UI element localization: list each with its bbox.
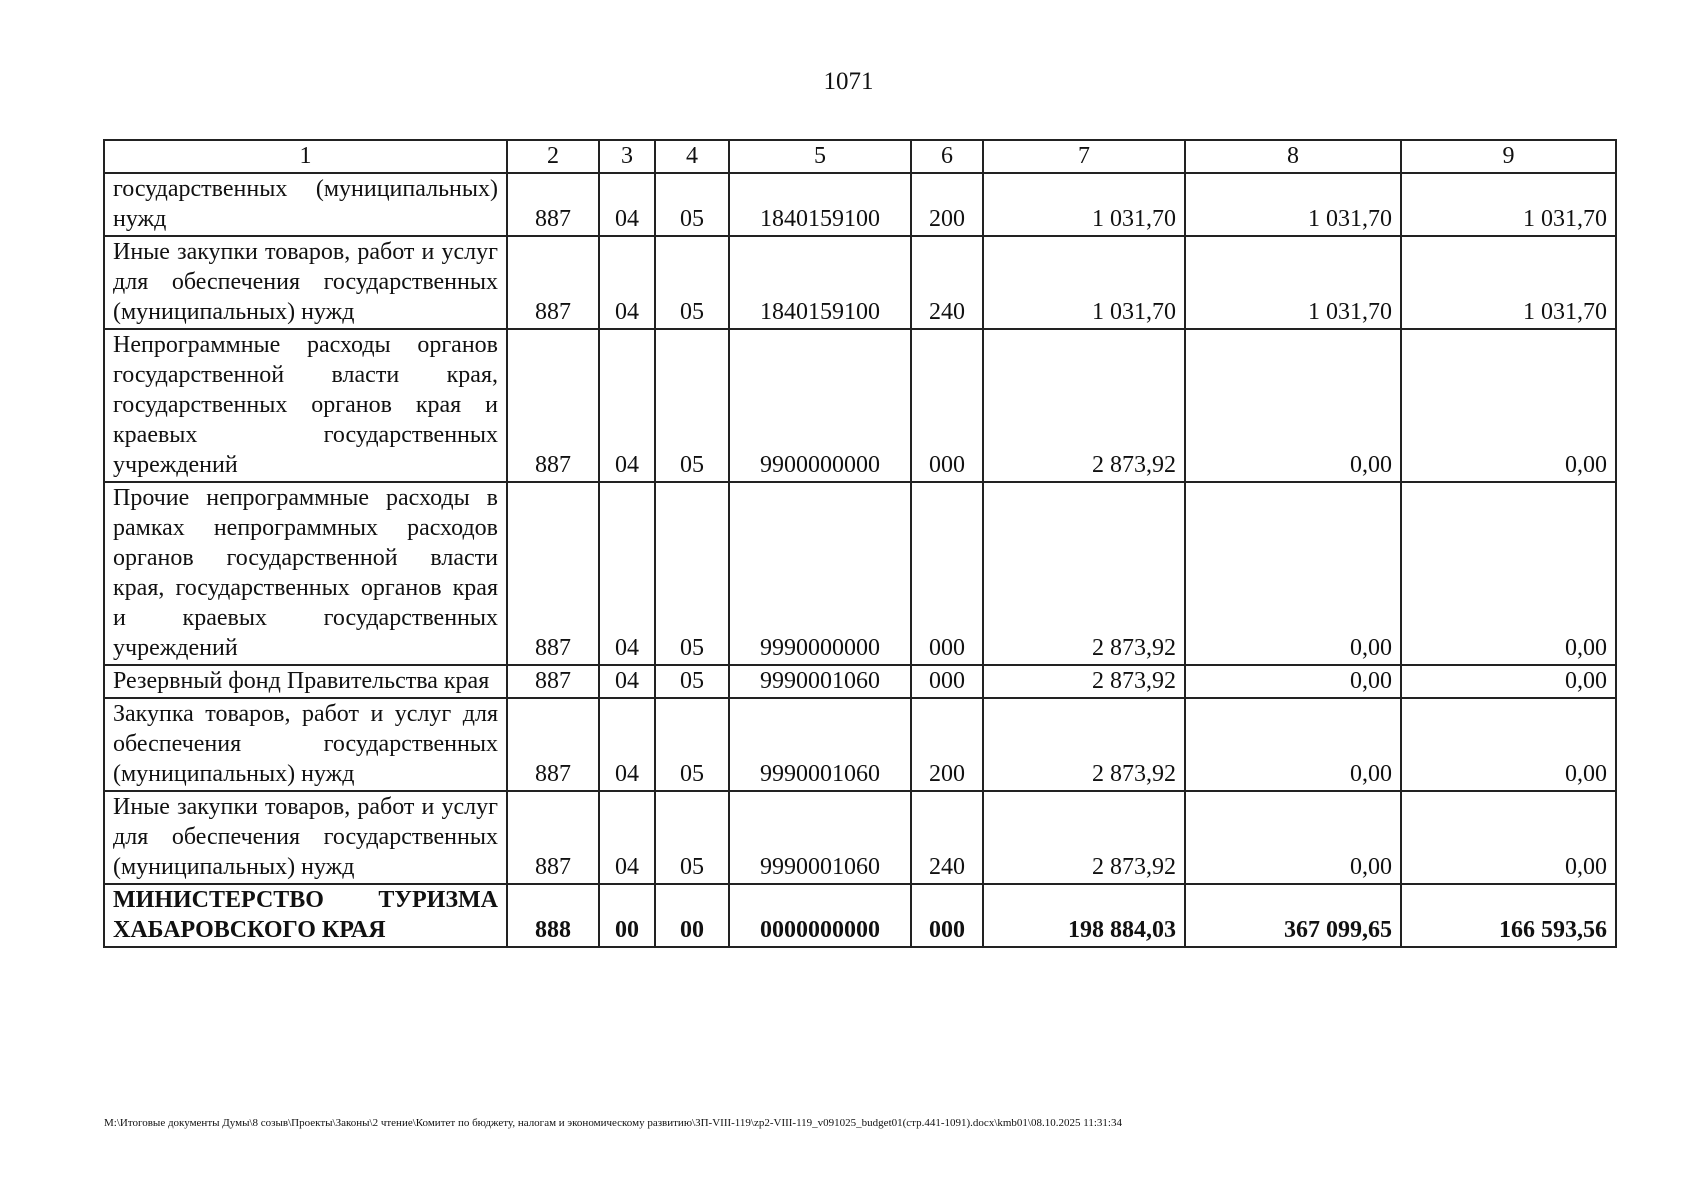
amount-col8: 1 031,70 bbox=[1185, 236, 1401, 329]
target-article-code: 9900000000 bbox=[729, 329, 911, 482]
amount-col7: 2 873,92 bbox=[983, 665, 1185, 698]
header-cell: 1 bbox=[104, 140, 507, 173]
subsection-code: 05 bbox=[655, 236, 729, 329]
amount-col9: 0,00 bbox=[1401, 665, 1616, 698]
table-row bbox=[104, 236, 1616, 329]
header-cell: 7 bbox=[983, 140, 1185, 173]
budget-table bbox=[103, 139, 1617, 948]
target-article-code: 0000000000 bbox=[729, 884, 911, 947]
row-name: Резервный фонд Правительства края bbox=[104, 665, 507, 698]
ministry-code: 887 bbox=[507, 329, 599, 482]
row-name: Иные закупки товаров, работ и услуг для обеспечения государственных (муниципальных) нужд bbox=[104, 791, 507, 884]
header-cell: 8 bbox=[1185, 140, 1401, 173]
amount-col9: 1 031,70 bbox=[1401, 236, 1616, 329]
amount-col9: 1 031,70 bbox=[1401, 173, 1616, 236]
subsection-code: 05 bbox=[655, 173, 729, 236]
ministry-code: 887 bbox=[507, 482, 599, 665]
section-code: 04 bbox=[599, 791, 655, 884]
amount-col8: 0,00 bbox=[1185, 791, 1401, 884]
ministry-total-row bbox=[104, 884, 1616, 947]
amount-col7: 1 031,70 bbox=[983, 236, 1185, 329]
target-article-code: 1840159100 bbox=[729, 173, 911, 236]
section-code: 04 bbox=[599, 236, 655, 329]
subsection-code: 05 bbox=[655, 791, 729, 884]
table-row bbox=[104, 791, 1616, 884]
amount-col8: 0,00 bbox=[1185, 329, 1401, 482]
target-article-code: 1840159100 bbox=[729, 236, 911, 329]
amount-col8: 1 031,70 bbox=[1185, 173, 1401, 236]
ministry-code: 887 bbox=[507, 173, 599, 236]
amount-col7: 2 873,92 bbox=[983, 791, 1185, 884]
header-cell: 9 bbox=[1401, 140, 1616, 173]
footer-file-path: M:\Итоговые документы Думы\8 созыв\Проекты\Законы\2 чтение\Комитет по бюджету, налогам и экономическому развитию\ЗП-VIII-119\zp2-VIII-119_v091025_budget01(стр.441-1091).docx\kmb01\08.10.2025 11:31:34 bbox=[104, 1117, 1122, 1129]
target-article-code: 9990000000 bbox=[729, 482, 911, 665]
target-article-code: 9990001060 bbox=[729, 665, 911, 698]
expense-type-code: 240 bbox=[911, 791, 983, 884]
header-cell: 3 bbox=[599, 140, 655, 173]
table-row bbox=[104, 329, 1616, 482]
header-cell: 4 bbox=[655, 140, 729, 173]
amount-col7: 1 031,70 bbox=[983, 173, 1185, 236]
row-name: Закупка товаров, работ и услуг для обеспечения государственных (муниципальных) нужд bbox=[104, 698, 507, 791]
amount-col8: 0,00 bbox=[1185, 482, 1401, 665]
subsection-code: 00 bbox=[655, 884, 729, 947]
subsection-code: 05 bbox=[655, 698, 729, 791]
expense-type-code: 000 bbox=[911, 329, 983, 482]
section-code: 04 bbox=[599, 482, 655, 665]
row-name: Непрограммные расходы органов государственной власти края, государственных органов края и краевых государственных учреждений bbox=[104, 329, 507, 482]
amount-col7: 2 873,92 bbox=[983, 482, 1185, 665]
header-cell: 6 bbox=[911, 140, 983, 173]
amount-col7: 2 873,92 bbox=[983, 698, 1185, 791]
subsection-code: 05 bbox=[655, 482, 729, 665]
target-article-code: 9990001060 bbox=[729, 698, 911, 791]
target-article-code: 9990001060 bbox=[729, 791, 911, 884]
row-name: Прочие непрограммные расходы в рамках непрограммных расходов органов государственной власти края, государственных органов края и краевых государственных учреждений bbox=[104, 482, 507, 665]
amount-col9: 0,00 bbox=[1401, 791, 1616, 884]
section-code: 04 bbox=[599, 698, 655, 791]
expense-type-code: 240 bbox=[911, 236, 983, 329]
expense-type-code: 200 bbox=[911, 698, 983, 791]
amount-col9: 0,00 bbox=[1401, 482, 1616, 665]
section-code: 04 bbox=[599, 329, 655, 482]
section-code: 00 bbox=[599, 884, 655, 947]
table-row bbox=[104, 173, 1616, 236]
ministry-code: 887 bbox=[507, 236, 599, 329]
table-row bbox=[104, 482, 1616, 665]
subsection-code: 05 bbox=[655, 665, 729, 698]
amount-col9: 166 593,56 bbox=[1401, 884, 1616, 947]
table-row bbox=[104, 665, 1616, 698]
row-name: МИНИСТЕРСТВО ТУРИЗМА ХАБАРОВСКОГО КРАЯ bbox=[104, 884, 507, 947]
row-name: государственных (муниципальных) нужд bbox=[104, 173, 507, 236]
ministry-code: 887 bbox=[507, 791, 599, 884]
table-row bbox=[104, 698, 1616, 791]
expense-type-code: 000 bbox=[911, 665, 983, 698]
amount-col8: 0,00 bbox=[1185, 665, 1401, 698]
section-code: 04 bbox=[599, 173, 655, 236]
ministry-code: 888 bbox=[507, 884, 599, 947]
expense-type-code: 200 bbox=[911, 173, 983, 236]
amount-col8: 0,00 bbox=[1185, 698, 1401, 791]
ministry-code: 887 bbox=[507, 698, 599, 791]
subsection-code: 05 bbox=[655, 329, 729, 482]
amount-col7: 2 873,92 bbox=[983, 329, 1185, 482]
header-row bbox=[104, 140, 1616, 173]
header-cell: 5 bbox=[729, 140, 911, 173]
expense-type-code: 000 bbox=[911, 482, 983, 665]
amount-col7: 198 884,03 bbox=[983, 884, 1185, 947]
expense-type-code: 000 bbox=[911, 884, 983, 947]
row-name: Иные закупки товаров, работ и услуг для обеспечения государственных (муниципальных) нужд bbox=[104, 236, 507, 329]
amount-col9: 0,00 bbox=[1401, 329, 1616, 482]
amount-col9: 0,00 bbox=[1401, 698, 1616, 791]
ministry-code: 887 bbox=[507, 665, 599, 698]
section-code: 04 bbox=[599, 665, 655, 698]
header-cell: 2 bbox=[507, 140, 599, 173]
amount-col8: 367 099,65 bbox=[1185, 884, 1401, 947]
page-number: 1071 bbox=[823, 68, 874, 95]
